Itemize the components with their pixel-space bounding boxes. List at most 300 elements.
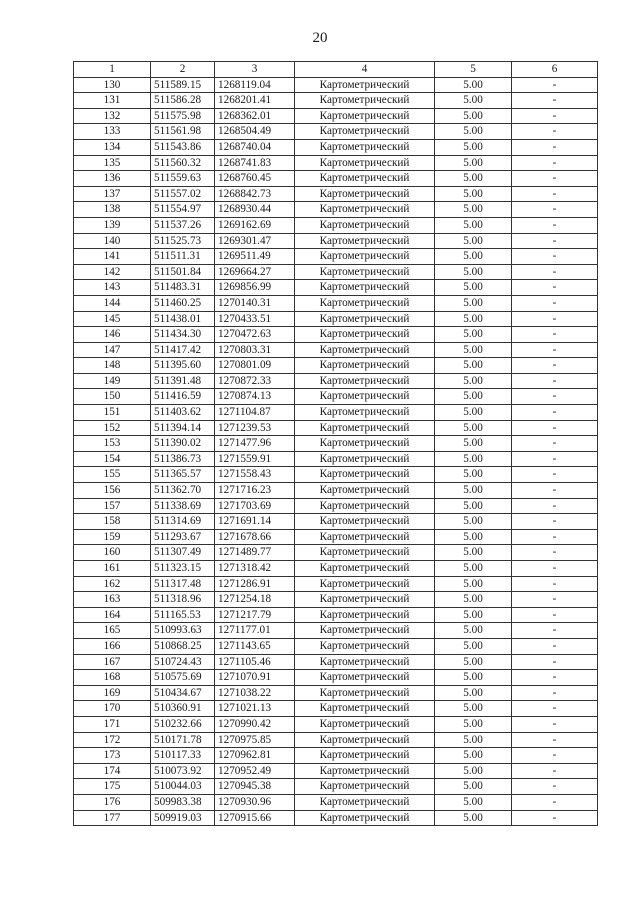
- note-cell: -: [512, 451, 598, 467]
- x-coordinate-cell: 511554.97: [151, 202, 215, 218]
- column-header-1: 1: [74, 62, 151, 78]
- x-coordinate-cell: 511460.25: [151, 295, 215, 311]
- accuracy-cell: 5.00: [435, 280, 512, 296]
- method-cell: Картометрический: [295, 233, 435, 249]
- accuracy-cell: 5.00: [435, 217, 512, 233]
- note-cell: -: [512, 638, 598, 654]
- note-cell: -: [512, 420, 598, 436]
- method-cell: Картометрический: [295, 77, 435, 93]
- accuracy-cell: 5.00: [435, 389, 512, 405]
- note-cell: -: [512, 327, 598, 343]
- table-row: [74, 93, 598, 109]
- note-cell: -: [512, 202, 598, 218]
- point-number-cell: 165: [74, 623, 151, 639]
- table-row: [74, 420, 598, 436]
- table-row: [74, 405, 598, 421]
- method-cell: Картометрический: [295, 280, 435, 296]
- method-cell: Картометрический: [295, 358, 435, 374]
- x-coordinate-cell: 511365.57: [151, 467, 215, 483]
- point-number-cell: 161: [74, 561, 151, 577]
- note-cell: -: [512, 217, 598, 233]
- table-row: [74, 373, 598, 389]
- table-row: [74, 763, 598, 779]
- method-cell: Картометрический: [295, 389, 435, 405]
- point-number-cell: 144: [74, 295, 151, 311]
- note-cell: -: [512, 249, 598, 265]
- note-cell: -: [512, 810, 598, 826]
- accuracy-cell: 5.00: [435, 171, 512, 187]
- note-cell: -: [512, 779, 598, 795]
- y-coordinate-cell: 1268842.73: [215, 186, 295, 202]
- x-coordinate-cell: 511293.67: [151, 529, 215, 545]
- note-cell: -: [512, 514, 598, 530]
- column-header-5: 5: [435, 62, 512, 78]
- table-row: [74, 794, 598, 810]
- method-cell: Картометрический: [295, 311, 435, 327]
- accuracy-cell: 5.00: [435, 342, 512, 358]
- note-cell: -: [512, 685, 598, 701]
- method-cell: Картометрический: [295, 545, 435, 561]
- accuracy-cell: 5.00: [435, 451, 512, 467]
- note-cell: -: [512, 592, 598, 608]
- accuracy-cell: 5.00: [435, 155, 512, 171]
- accuracy-cell: 5.00: [435, 670, 512, 686]
- y-coordinate-cell: 1271143.65: [215, 638, 295, 654]
- point-number-cell: 162: [74, 576, 151, 592]
- table-row: [74, 498, 598, 514]
- note-cell: -: [512, 607, 598, 623]
- y-coordinate-cell: 1268201.41: [215, 93, 295, 109]
- note-cell: -: [512, 389, 598, 405]
- y-coordinate-cell: 1270872.33: [215, 373, 295, 389]
- note-cell: -: [512, 295, 598, 311]
- point-number-cell: 154: [74, 451, 151, 467]
- method-cell: Картометрический: [295, 264, 435, 280]
- note-cell: -: [512, 311, 598, 327]
- note-cell: -: [512, 623, 598, 639]
- x-coordinate-cell: 511391.48: [151, 373, 215, 389]
- note-cell: -: [512, 763, 598, 779]
- method-cell: Картометрический: [295, 342, 435, 358]
- method-cell: Картометрический: [295, 217, 435, 233]
- x-coordinate-cell: 511386.73: [151, 451, 215, 467]
- method-cell: Картометрический: [295, 139, 435, 155]
- accuracy-cell: 5.00: [435, 108, 512, 124]
- point-number-cell: 131: [74, 93, 151, 109]
- y-coordinate-cell: 1268760.45: [215, 171, 295, 187]
- point-number-cell: 143: [74, 280, 151, 296]
- note-cell: -: [512, 545, 598, 561]
- table-row: [74, 389, 598, 405]
- accuracy-cell: 5.00: [435, 763, 512, 779]
- x-coordinate-cell: 511543.86: [151, 139, 215, 155]
- x-coordinate-cell: 511501.84: [151, 264, 215, 280]
- y-coordinate-cell: 1270962.81: [215, 748, 295, 764]
- accuracy-cell: 5.00: [435, 295, 512, 311]
- method-cell: Картометрический: [295, 732, 435, 748]
- x-coordinate-cell: 510232.66: [151, 716, 215, 732]
- table-row: [74, 592, 598, 608]
- accuracy-cell: 5.00: [435, 514, 512, 530]
- x-coordinate-cell: 510434.67: [151, 685, 215, 701]
- y-coordinate-cell: 1271559.91: [215, 451, 295, 467]
- x-coordinate-cell: 510575.69: [151, 670, 215, 686]
- page-number: 20: [312, 30, 328, 46]
- point-number-cell: 136: [74, 171, 151, 187]
- method-cell: Картометрический: [295, 514, 435, 530]
- note-cell: -: [512, 529, 598, 545]
- point-number-cell: 174: [74, 763, 151, 779]
- method-cell: Картометрический: [295, 685, 435, 701]
- table-row: [74, 436, 598, 452]
- accuracy-cell: 5.00: [435, 405, 512, 421]
- note-cell: -: [512, 342, 598, 358]
- table-row: [74, 280, 598, 296]
- note-cell: -: [512, 93, 598, 109]
- x-coordinate-cell: 511537.26: [151, 217, 215, 233]
- point-number-cell: 156: [74, 483, 151, 499]
- y-coordinate-cell: 1271703.69: [215, 498, 295, 514]
- column-header-4: 4: [295, 62, 435, 78]
- table-row: [74, 529, 598, 545]
- accuracy-cell: 5.00: [435, 779, 512, 795]
- point-number-cell: 138: [74, 202, 151, 218]
- coordinates-table: [73, 61, 598, 826]
- y-coordinate-cell: 1270140.31: [215, 295, 295, 311]
- point-number-cell: 147: [74, 342, 151, 358]
- accuracy-cell: 5.00: [435, 716, 512, 732]
- point-number-cell: 145: [74, 311, 151, 327]
- point-number-cell: 164: [74, 607, 151, 623]
- x-coordinate-cell: 510117.33: [151, 748, 215, 764]
- note-cell: -: [512, 124, 598, 140]
- method-cell: Картометрический: [295, 810, 435, 826]
- method-cell: Картометрический: [295, 561, 435, 577]
- table-row: [74, 561, 598, 577]
- table-row: [74, 654, 598, 670]
- method-cell: Картометрический: [295, 171, 435, 187]
- accuracy-cell: 5.00: [435, 139, 512, 155]
- note-cell: -: [512, 467, 598, 483]
- table-row: [74, 342, 598, 358]
- note-cell: -: [512, 264, 598, 280]
- x-coordinate-cell: 511589.15: [151, 77, 215, 93]
- point-number-cell: 173: [74, 748, 151, 764]
- y-coordinate-cell: 1271558.43: [215, 467, 295, 483]
- y-coordinate-cell: 1271177.01: [215, 623, 295, 639]
- accuracy-cell: 5.00: [435, 467, 512, 483]
- x-coordinate-cell: 511395.60: [151, 358, 215, 374]
- table-row: [74, 638, 598, 654]
- point-number-cell: 168: [74, 670, 151, 686]
- x-coordinate-cell: 511338.69: [151, 498, 215, 514]
- x-coordinate-cell: 510868.25: [151, 638, 215, 654]
- note-cell: -: [512, 77, 598, 93]
- method-cell: Картометрический: [295, 607, 435, 623]
- table-row: [74, 701, 598, 717]
- point-number-cell: 132: [74, 108, 151, 124]
- y-coordinate-cell: 1269856.99: [215, 280, 295, 296]
- y-coordinate-cell: 1270975.85: [215, 732, 295, 748]
- y-coordinate-cell: 1271104.87: [215, 405, 295, 421]
- method-cell: Картометрический: [295, 576, 435, 592]
- table-row: [74, 545, 598, 561]
- y-coordinate-cell: 1271021.13: [215, 701, 295, 717]
- point-number-cell: 151: [74, 405, 151, 421]
- table-row: [74, 295, 598, 311]
- method-cell: Картометрический: [295, 202, 435, 218]
- x-coordinate-cell: 511557.02: [151, 186, 215, 202]
- y-coordinate-cell: 1271318.42: [215, 561, 295, 577]
- accuracy-cell: 5.00: [435, 561, 512, 577]
- accuracy-cell: 5.00: [435, 732, 512, 748]
- table-row: [74, 576, 598, 592]
- accuracy-cell: 5.00: [435, 420, 512, 436]
- y-coordinate-cell: 1270803.31: [215, 342, 295, 358]
- point-number-cell: 167: [74, 654, 151, 670]
- accuracy-cell: 5.00: [435, 638, 512, 654]
- x-coordinate-cell: 510360.91: [151, 701, 215, 717]
- y-coordinate-cell: 1270945.38: [215, 779, 295, 795]
- y-coordinate-cell: 1271239.53: [215, 420, 295, 436]
- table-row: [74, 748, 598, 764]
- method-cell: Картометрический: [295, 794, 435, 810]
- table-row: [74, 327, 598, 343]
- method-cell: Картометрический: [295, 701, 435, 717]
- y-coordinate-cell: 1270915.66: [215, 810, 295, 826]
- accuracy-cell: 5.00: [435, 358, 512, 374]
- point-number-cell: 175: [74, 779, 151, 795]
- accuracy-cell: 5.00: [435, 327, 512, 343]
- method-cell: Картометрический: [295, 186, 435, 202]
- method-cell: Картометрический: [295, 716, 435, 732]
- table-row: [74, 264, 598, 280]
- method-cell: Картометрический: [295, 327, 435, 343]
- method-cell: Картометрический: [295, 592, 435, 608]
- point-number-cell: 157: [74, 498, 151, 514]
- y-coordinate-cell: 1270952.49: [215, 763, 295, 779]
- method-cell: Картометрический: [295, 451, 435, 467]
- y-coordinate-cell: 1271691.14: [215, 514, 295, 530]
- y-coordinate-cell: 1268362.01: [215, 108, 295, 124]
- method-cell: Картометрический: [295, 638, 435, 654]
- method-cell: Картометрический: [295, 498, 435, 514]
- table-row: [74, 483, 598, 499]
- x-coordinate-cell: 511318.96: [151, 592, 215, 608]
- table-row: [74, 311, 598, 327]
- table-row: [74, 202, 598, 218]
- method-cell: Картометрический: [295, 529, 435, 545]
- x-coordinate-cell: 509983.38: [151, 794, 215, 810]
- x-coordinate-cell: 511560.32: [151, 155, 215, 171]
- accuracy-cell: 5.00: [435, 607, 512, 623]
- note-cell: -: [512, 405, 598, 421]
- note-cell: -: [512, 654, 598, 670]
- x-coordinate-cell: 511362.70: [151, 483, 215, 499]
- point-number-cell: 133: [74, 124, 151, 140]
- point-number-cell: 170: [74, 701, 151, 717]
- y-coordinate-cell: 1269664.27: [215, 264, 295, 280]
- accuracy-cell: 5.00: [435, 249, 512, 265]
- table-row: [74, 77, 598, 93]
- table-row: [74, 186, 598, 202]
- point-number-cell: 160: [74, 545, 151, 561]
- accuracy-cell: 5.00: [435, 233, 512, 249]
- note-cell: -: [512, 576, 598, 592]
- x-coordinate-cell: 511416.59: [151, 389, 215, 405]
- method-cell: Картометрический: [295, 373, 435, 389]
- method-cell: Картометрический: [295, 93, 435, 109]
- table-row: [74, 623, 598, 639]
- y-coordinate-cell: 1268741.83: [215, 155, 295, 171]
- point-number-cell: 159: [74, 529, 151, 545]
- point-number-cell: 130: [74, 77, 151, 93]
- point-number-cell: 149: [74, 373, 151, 389]
- point-number-cell: 158: [74, 514, 151, 530]
- note-cell: -: [512, 139, 598, 155]
- y-coordinate-cell: 1271254.18: [215, 592, 295, 608]
- point-number-cell: 140: [74, 233, 151, 249]
- table-row: [74, 139, 598, 155]
- note-cell: -: [512, 233, 598, 249]
- method-cell: Картометрический: [295, 295, 435, 311]
- accuracy-cell: 5.00: [435, 592, 512, 608]
- accuracy-cell: 5.00: [435, 576, 512, 592]
- point-number-cell: 177: [74, 810, 151, 826]
- table-row: [74, 607, 598, 623]
- point-number-cell: 166: [74, 638, 151, 654]
- method-cell: Картометрический: [295, 108, 435, 124]
- method-cell: Картометрический: [295, 124, 435, 140]
- note-cell: -: [512, 498, 598, 514]
- x-coordinate-cell: 511559.63: [151, 171, 215, 187]
- accuracy-cell: 5.00: [435, 623, 512, 639]
- y-coordinate-cell: 1270990.42: [215, 716, 295, 732]
- method-cell: Картометрический: [295, 155, 435, 171]
- column-header-6: 6: [512, 62, 598, 78]
- column-header-2: 2: [151, 62, 215, 78]
- x-coordinate-cell: 511586.28: [151, 93, 215, 109]
- accuracy-cell: 5.00: [435, 748, 512, 764]
- table-body: [74, 77, 598, 826]
- point-number-cell: 163: [74, 592, 151, 608]
- x-coordinate-cell: 510171.78: [151, 732, 215, 748]
- accuracy-cell: 5.00: [435, 685, 512, 701]
- point-number-cell: 139: [74, 217, 151, 233]
- note-cell: -: [512, 155, 598, 171]
- note-cell: -: [512, 794, 598, 810]
- x-coordinate-cell: 511314.69: [151, 514, 215, 530]
- method-cell: Картометрический: [295, 405, 435, 421]
- accuracy-cell: 5.00: [435, 545, 512, 561]
- x-coordinate-cell: 511525.73: [151, 233, 215, 249]
- y-coordinate-cell: 1270433.51: [215, 311, 295, 327]
- point-number-cell: 146: [74, 327, 151, 343]
- note-cell: -: [512, 561, 598, 577]
- method-cell: Картометрический: [295, 467, 435, 483]
- table-row: [74, 779, 598, 795]
- x-coordinate-cell: 511561.98: [151, 124, 215, 140]
- note-cell: -: [512, 748, 598, 764]
- x-coordinate-cell: 509919.03: [151, 810, 215, 826]
- table-row: [74, 514, 598, 530]
- accuracy-cell: 5.00: [435, 311, 512, 327]
- method-cell: Картометрический: [295, 763, 435, 779]
- point-number-cell: 153: [74, 436, 151, 452]
- table-row: [74, 732, 598, 748]
- point-number-cell: 152: [74, 420, 151, 436]
- y-coordinate-cell: 1271105.46: [215, 654, 295, 670]
- method-cell: Картометрический: [295, 779, 435, 795]
- accuracy-cell: 5.00: [435, 498, 512, 514]
- x-coordinate-cell: 511434.30: [151, 327, 215, 343]
- y-coordinate-cell: 1268119.04: [215, 77, 295, 93]
- method-cell: Картометрический: [295, 420, 435, 436]
- y-coordinate-cell: 1269301.47: [215, 233, 295, 249]
- x-coordinate-cell: 511165.53: [151, 607, 215, 623]
- method-cell: Картометрический: [295, 654, 435, 670]
- accuracy-cell: 5.00: [435, 436, 512, 452]
- point-number-cell: 135: [74, 155, 151, 171]
- x-coordinate-cell: 511394.14: [151, 420, 215, 436]
- x-coordinate-cell: 511483.31: [151, 280, 215, 296]
- method-cell: Картометрический: [295, 483, 435, 499]
- note-cell: -: [512, 373, 598, 389]
- table-row: [74, 124, 598, 140]
- point-number-cell: 142: [74, 264, 151, 280]
- method-cell: Картометрический: [295, 623, 435, 639]
- point-number-cell: 171: [74, 716, 151, 732]
- point-number-cell: 172: [74, 732, 151, 748]
- accuracy-cell: 5.00: [435, 77, 512, 93]
- table-header-row: [74, 62, 598, 78]
- point-number-cell: 134: [74, 139, 151, 155]
- table-row: [74, 810, 598, 826]
- table-row: [74, 217, 598, 233]
- y-coordinate-cell: 1270874.13: [215, 389, 295, 405]
- accuracy-cell: 5.00: [435, 529, 512, 545]
- table-row: [74, 249, 598, 265]
- note-cell: -: [512, 701, 598, 717]
- note-cell: -: [512, 358, 598, 374]
- accuracy-cell: 5.00: [435, 93, 512, 109]
- accuracy-cell: 5.00: [435, 701, 512, 717]
- method-cell: Картометрический: [295, 249, 435, 265]
- y-coordinate-cell: 1268504.49: [215, 124, 295, 140]
- y-coordinate-cell: 1271070.91: [215, 670, 295, 686]
- point-number-cell: 148: [74, 358, 151, 374]
- accuracy-cell: 5.00: [435, 654, 512, 670]
- table-row: [74, 358, 598, 374]
- accuracy-cell: 5.00: [435, 794, 512, 810]
- y-coordinate-cell: 1269162.69: [215, 217, 295, 233]
- y-coordinate-cell: 1271678.66: [215, 529, 295, 545]
- point-number-cell: 137: [74, 186, 151, 202]
- y-coordinate-cell: 1271489.77: [215, 545, 295, 561]
- accuracy-cell: 5.00: [435, 264, 512, 280]
- point-number-cell: 169: [74, 685, 151, 701]
- y-coordinate-cell: 1271716.23: [215, 483, 295, 499]
- x-coordinate-cell: 510044.03: [151, 779, 215, 795]
- accuracy-cell: 5.00: [435, 124, 512, 140]
- y-coordinate-cell: 1268930.44: [215, 202, 295, 218]
- note-cell: -: [512, 108, 598, 124]
- x-coordinate-cell: 511403.62: [151, 405, 215, 421]
- note-cell: -: [512, 732, 598, 748]
- x-coordinate-cell: 510073.92: [151, 763, 215, 779]
- y-coordinate-cell: 1270930.96: [215, 794, 295, 810]
- note-cell: -: [512, 436, 598, 452]
